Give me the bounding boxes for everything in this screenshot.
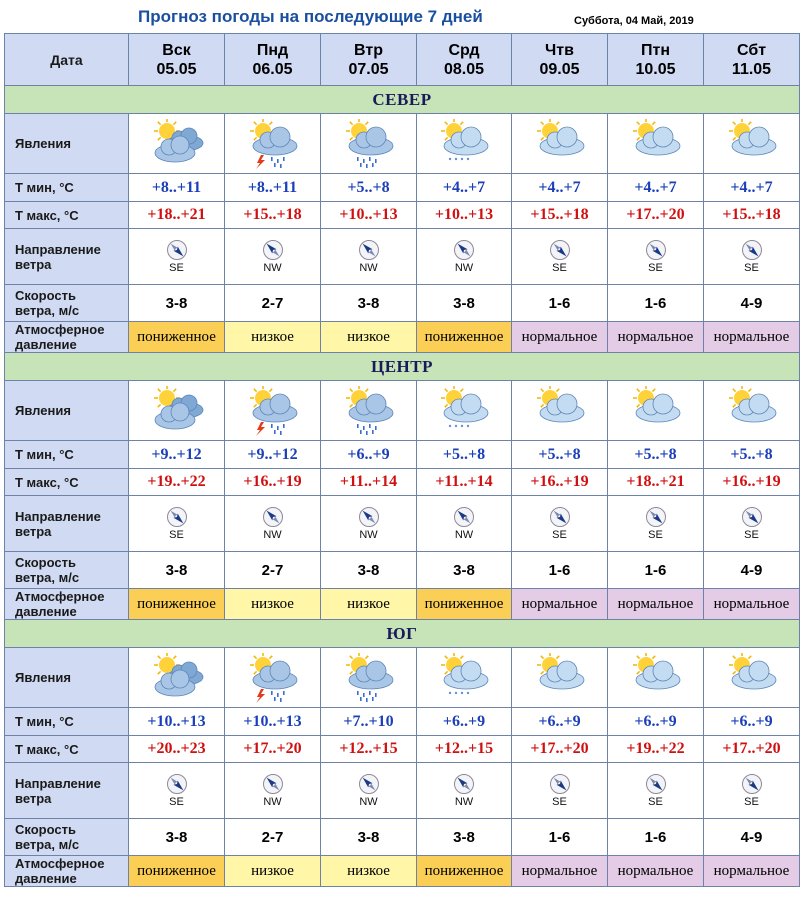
cloudy-icon [145, 653, 209, 703]
wind-dir-label: SE [552, 262, 567, 274]
weather-cell [608, 114, 704, 174]
wind-dir-cell [512, 496, 608, 552]
row-label-wind-dir [5, 763, 129, 819]
row-label-text: Т макс, °С [15, 741, 79, 757]
compass-icon [453, 773, 475, 795]
tmax-value: +18..+21 [129, 202, 225, 229]
row-label-text: Т мин, °С [15, 447, 74, 462]
day-name: Сбт [736, 41, 767, 59]
compass-icon [166, 773, 188, 795]
partly-cloudy-icon [528, 653, 592, 703]
pressure-value: нормальное [512, 589, 608, 620]
pressure-value: нормальное [608, 856, 704, 887]
pressure-value: пониженное [129, 322, 225, 353]
wind-dir-label: SE [169, 796, 184, 808]
row-label-phenomena [5, 114, 129, 174]
weather-cell [417, 648, 512, 708]
tmax-value: +17..+20 [704, 736, 800, 763]
tmax-value: +19..+22 [129, 469, 225, 496]
tmax-value: +15..+18 [512, 202, 608, 229]
row-label-text-line2: ветра [15, 256, 52, 272]
region-header [5, 353, 800, 381]
day-name: Пнд [256, 41, 289, 59]
wind-dir-label: SE [744, 262, 759, 274]
wind-dir-cell [225, 496, 321, 552]
tmin-value: +4..+7 [608, 174, 704, 202]
day-header [512, 34, 608, 86]
row-label-wind-speed [5, 285, 129, 322]
partly-cloudy-icon [720, 119, 784, 169]
weather-cell [225, 381, 321, 441]
wind-dir-cell [608, 496, 704, 552]
day-name: Срд [448, 41, 480, 59]
wind-dir-label: NW [263, 796, 282, 808]
wind-dir-label: NW [454, 262, 474, 274]
forecast-table [4, 33, 800, 887]
wind-speed-value: 3-8 [417, 285, 512, 322]
tmax-value: +16..+19 [225, 469, 321, 496]
tmax-value: +17..+20 [225, 736, 321, 763]
wind-speed-value: 2-7 [225, 552, 321, 589]
day-date: 06.05 [252, 60, 293, 78]
rain-icon [337, 653, 401, 703]
cloudy-icon [145, 119, 209, 169]
tmin-value: +5..+8 [512, 441, 608, 469]
row-label-phenomena [5, 381, 129, 441]
day-date: 07.05 [348, 60, 389, 78]
cloudy-icon [145, 386, 209, 436]
rain-icon [337, 119, 401, 169]
tmin-value: +5..+8 [704, 441, 800, 469]
wind-dir-cell [512, 229, 608, 285]
row-label-wind-dir [5, 496, 129, 552]
compass-icon [262, 239, 284, 261]
wind-dir-cell [225, 763, 321, 819]
row-label-text-line1: Скорость [15, 822, 76, 837]
row-label-text: Явления [15, 136, 71, 151]
weather-cell [129, 381, 225, 441]
wind-speed-value: 2-7 [225, 285, 321, 322]
wind-dir-cell [417, 763, 512, 819]
row-label-text: Т макс, °С [15, 207, 79, 223]
row-label-pressure [5, 589, 129, 620]
wind-speed-value: 1-6 [608, 819, 704, 856]
wind-dir-cell [417, 496, 512, 552]
tmin-value: +9..+12 [225, 441, 321, 469]
tmin-value: +8..+11 [129, 174, 225, 202]
compass-icon [358, 773, 380, 795]
weather-cell [512, 381, 608, 441]
tmax-value: +17..+20 [512, 736, 608, 763]
partly-cloudy-icon [624, 653, 688, 703]
pressure-value: нормальное [608, 589, 704, 620]
row-label-text-line1: Атмосферное [15, 322, 105, 337]
wind-dir-label: SE [648, 796, 663, 808]
row-label-tmin [5, 174, 129, 202]
tmin-value: +10..+13 [129, 708, 225, 736]
day-header [129, 34, 225, 86]
pressure-value: низкое [321, 589, 417, 620]
wind-speed-value: 4-9 [704, 552, 800, 589]
day-date: 08.05 [443, 60, 485, 78]
tmin-value: +5..+8 [321, 174, 417, 202]
tmin-value: +9..+12 [129, 441, 225, 469]
pressure-value: нормальное [512, 856, 608, 887]
weather-cell [512, 648, 608, 708]
wind-speed-value: 3-8 [129, 819, 225, 856]
pressure-value: нормальное [704, 856, 800, 887]
weather-cell [417, 114, 512, 174]
wind-dir-cell [608, 229, 704, 285]
wind-dir-cell [417, 229, 512, 285]
region-header [5, 86, 800, 114]
wind-dir-cell [129, 496, 225, 552]
pressure-value: низкое [321, 322, 417, 353]
row-label-text-line2: ветра, м/с [15, 303, 80, 318]
tmax-value: +15..+18 [225, 202, 321, 229]
wind-dir-label: NW [454, 796, 474, 808]
weather-cell [704, 648, 800, 708]
weather-cell [321, 381, 417, 441]
wind-dir-label: SE [744, 529, 759, 541]
tmax-value: +16..+19 [512, 469, 608, 496]
row-label-tmax [5, 202, 129, 229]
light-rain-icon [432, 119, 496, 169]
region-header [5, 620, 800, 648]
date-header-label: Дата [50, 51, 83, 68]
tmax-value: +12..+15 [417, 736, 512, 763]
row-label-text-line2: давление [15, 337, 77, 352]
page-title: Прогноз погоды на последующие 7 дней [138, 7, 483, 26]
wind-speed-value: 3-8 [129, 285, 225, 322]
region-name: СЕВЕР [372, 89, 432, 109]
tmax-value: +10..+13 [417, 202, 512, 229]
wind-speed-value: 3-8 [321, 819, 417, 856]
wind-speed-value: 2-7 [225, 819, 321, 856]
row-label-text-line1: Направление [15, 508, 101, 524]
row-label-text-line2: ветра, м/с [15, 570, 80, 585]
pressure-value: нормальное [512, 322, 608, 353]
partly-cloudy-icon [720, 653, 784, 703]
row-label-text: Явления [15, 670, 71, 685]
tmin-value: +6..+9 [417, 708, 512, 736]
row-label-text-line2: ветра [15, 790, 52, 806]
row-label-text-line1: Атмосферное [15, 589, 105, 604]
wind-dir-label: SE [648, 529, 663, 541]
day-date: 11.05 [731, 60, 772, 78]
pressure-value: низкое [225, 322, 321, 353]
row-label-text-line2: давление [15, 871, 77, 886]
wind-dir-cell [608, 763, 704, 819]
row-label-text: Т макс, °С [15, 474, 79, 490]
weather-cell [512, 114, 608, 174]
wind-dir-cell [321, 496, 417, 552]
row-label-text-line1: Скорость [15, 288, 76, 303]
day-date: 05.05 [156, 60, 197, 78]
pressure-value: пониженное [129, 589, 225, 620]
compass-icon [549, 773, 571, 795]
tmax-value: +12..+15 [321, 736, 417, 763]
weather-cell [417, 381, 512, 441]
tmin-value: +6..+9 [704, 708, 800, 736]
weather-cell [608, 648, 704, 708]
weather-cell [321, 114, 417, 174]
day-header [225, 34, 321, 86]
compass-icon [358, 239, 380, 261]
partly-cloudy-icon [624, 386, 688, 436]
row-label-tmax [5, 736, 129, 763]
weather-cell [704, 381, 800, 441]
partly-cloudy-icon [528, 386, 592, 436]
wind-dir-label: NW [359, 262, 378, 274]
weather-cell [225, 648, 321, 708]
weather-cell [704, 114, 800, 174]
tmin-value: +4..+7 [512, 174, 608, 202]
row-label-text-line1: Атмосферное [15, 856, 105, 871]
wind-speed-value: 1-6 [512, 285, 608, 322]
tmin-value: +5..+8 [608, 441, 704, 469]
day-date: 10.05 [635, 60, 676, 78]
compass-icon [453, 239, 475, 261]
tmin-value: +6..+9 [321, 441, 417, 469]
wind-dir-label: SE [648, 262, 663, 274]
row-label-text-line2: давление [15, 604, 77, 619]
wind-dir-cell [512, 763, 608, 819]
wind-speed-value: 3-8 [129, 552, 225, 589]
tmax-value: +10..+13 [321, 202, 417, 229]
wind-dir-label: SE [552, 796, 567, 808]
wind-speed-value: 1-6 [512, 552, 608, 589]
compass-icon [741, 239, 763, 261]
compass-icon [262, 773, 284, 795]
tmax-value: +19..+22 [608, 736, 704, 763]
tmax-value: +11..+14 [321, 469, 417, 496]
day-name: Втр [354, 41, 383, 59]
tmin-value: +6..+9 [608, 708, 704, 736]
day-name: Птн [641, 41, 670, 59]
wind-dir-cell [129, 763, 225, 819]
row-label-text-line1: Направление [15, 775, 101, 791]
tmax-value: +20..+23 [129, 736, 225, 763]
row-label-tmin [5, 708, 129, 736]
day-date: 09.05 [539, 60, 580, 78]
compass-icon [549, 506, 571, 528]
region-name: ЦЕНТР [370, 356, 433, 376]
wind-dir-cell [225, 229, 321, 285]
weather-cell [129, 648, 225, 708]
wind-dir-cell [321, 763, 417, 819]
thunderstorm-icon [241, 653, 305, 703]
wind-dir-label: SE [169, 262, 184, 274]
day-header [417, 34, 512, 86]
wind-speed-value: 3-8 [321, 285, 417, 322]
tmin-value: +8..+11 [225, 174, 321, 202]
light-rain-icon [432, 386, 496, 436]
thunderstorm-icon [241, 119, 305, 169]
pressure-value: нормальное [704, 589, 800, 620]
tmin-value: +4..+7 [704, 174, 800, 202]
wind-dir-cell [321, 229, 417, 285]
pressure-value: пониженное [417, 589, 512, 620]
compass-icon [358, 506, 380, 528]
row-label-wind-speed [5, 552, 129, 589]
pressure-value: пониженное [129, 856, 225, 887]
pressure-value: нормальное [608, 322, 704, 353]
wind-dir-label: NW [263, 262, 282, 274]
day-header [704, 34, 800, 86]
weather-cell [129, 114, 225, 174]
day-name: Вск [162, 41, 191, 59]
pressure-value: низкое [321, 856, 417, 887]
partly-cloudy-icon [624, 119, 688, 169]
wind-speed-value: 1-6 [512, 819, 608, 856]
wind-dir-label: NW [454, 529, 474, 541]
compass-icon [166, 506, 188, 528]
weather-cell [608, 381, 704, 441]
wind-dir-label: NW [359, 529, 378, 541]
row-label-pressure [5, 856, 129, 887]
compass-icon [549, 239, 571, 261]
wind-dir-label: NW [263, 529, 282, 541]
compass-icon [741, 773, 763, 795]
wind-speed-value: 1-6 [608, 552, 704, 589]
tmax-value: +18..+21 [608, 469, 704, 496]
tmax-value: +16..+19 [704, 469, 800, 496]
tmin-value: +5..+8 [417, 441, 512, 469]
region-name: ЮГ [386, 623, 418, 643]
compass-icon [645, 506, 667, 528]
row-label-text-line1: Направление [15, 241, 101, 257]
row-label-text-line2: ветра [15, 523, 52, 539]
tmax-value: +17..+20 [608, 202, 704, 229]
wind-dir-label: NW [359, 796, 378, 808]
pressure-value: низкое [225, 589, 321, 620]
weather-cell [321, 648, 417, 708]
tmin-value: +4..+7 [417, 174, 512, 202]
wind-speed-value: 4-9 [704, 819, 800, 856]
light-rain-icon [432, 653, 496, 703]
page-header [0, 0, 800, 34]
wind-speed-value: 3-8 [417, 552, 512, 589]
wind-speed-value: 1-6 [608, 285, 704, 322]
day-header [321, 34, 417, 86]
day-name: Чтв [545, 41, 574, 59]
row-label-wind-speed [5, 819, 129, 856]
row-label-text-line1: Скорость [15, 555, 76, 570]
row-label-text: Явления [15, 403, 71, 418]
wind-dir-cell [129, 229, 225, 285]
wind-dir-label: SE [552, 529, 567, 541]
wind-dir-cell [704, 229, 800, 285]
row-label-pressure [5, 322, 129, 353]
pressure-value: пониженное [417, 856, 512, 887]
pressure-value: низкое [225, 856, 321, 887]
compass-icon [645, 239, 667, 261]
compass-icon [741, 506, 763, 528]
row-label-tmin [5, 441, 129, 469]
row-label-phenomena [5, 648, 129, 708]
compass-icon [166, 239, 188, 261]
wind-dir-cell [704, 763, 800, 819]
partly-cloudy-icon [528, 119, 592, 169]
pressure-value: нормальное [704, 322, 800, 353]
tmin-value: +6..+9 [512, 708, 608, 736]
compass-icon [453, 506, 475, 528]
partly-cloudy-icon [720, 386, 784, 436]
rain-icon [337, 386, 401, 436]
wind-dir-label: SE [744, 796, 759, 808]
wind-speed-value: 4-9 [704, 285, 800, 322]
wind-dir-label: SE [169, 529, 184, 541]
day-header [608, 34, 704, 86]
wind-dir-cell [704, 496, 800, 552]
tmin-value: +10..+13 [225, 708, 321, 736]
row-label-wind-dir [5, 229, 129, 285]
tmax-value: +11..+14 [417, 469, 512, 496]
tmax-value: +15..+18 [704, 202, 800, 229]
compass-icon [262, 506, 284, 528]
current-date: Суббота, 04 Май, 2019 [574, 15, 694, 27]
row-label-text: Т мин, °С [15, 180, 74, 195]
tmin-value: +7..+10 [321, 708, 417, 736]
date-header [5, 34, 129, 86]
row-label-text-line2: ветра, м/с [15, 837, 80, 852]
row-label-tmax [5, 469, 129, 496]
compass-icon [645, 773, 667, 795]
pressure-value: пониженное [417, 322, 512, 353]
wind-speed-value: 3-8 [321, 552, 417, 589]
row-label-text: Т мин, °С [15, 714, 74, 729]
weather-cell [225, 114, 321, 174]
wind-speed-value: 3-8 [417, 819, 512, 856]
thunderstorm-icon [241, 386, 305, 436]
